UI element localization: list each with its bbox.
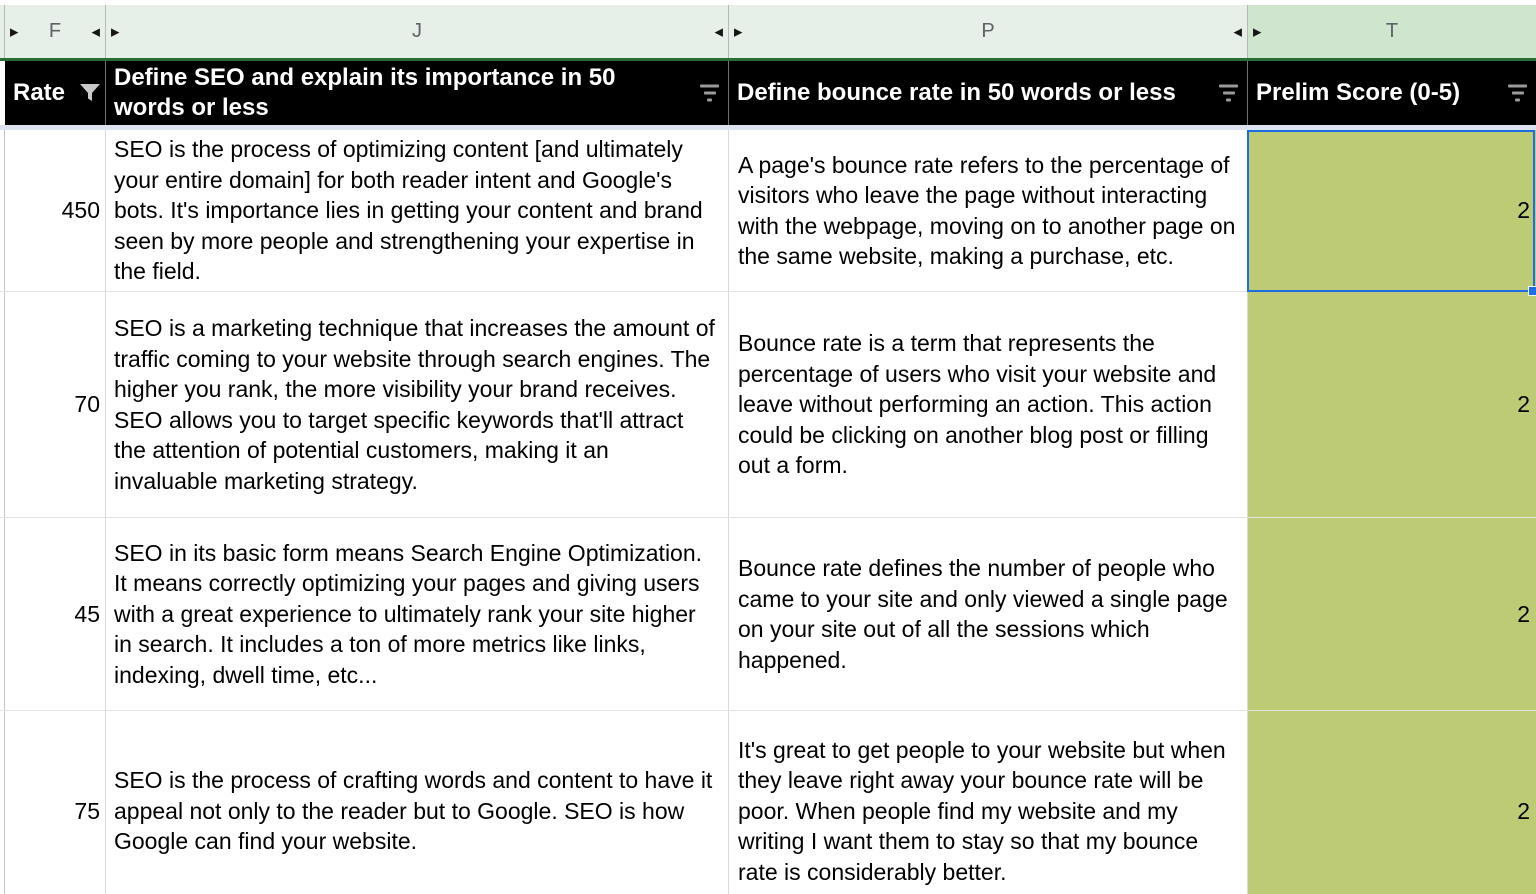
cell-prelim-score[interactable] — [1248, 130, 1536, 291]
prelim-score-label: Prelim Score (0-5) — [1256, 79, 1461, 106]
cell-rate[interactable] — [5, 292, 106, 517]
column-letter: P — [981, 20, 995, 42]
cell-bounce-answer[interactable] — [729, 130, 1248, 291]
bounce-answer-text: Bounce rate is a term that represents the percentage of users who visit your website and leave without performing an action. This action could be clicking on another blog post or filling out a form. — [738, 330, 1217, 479]
rate-value: 450 — [61, 197, 100, 224]
cell-bounce-answer[interactable] — [729, 518, 1248, 710]
cell-seo-answer[interactable] — [106, 518, 729, 710]
hidden-columns-arrow-icon[interactable]: ▶ — [111, 25, 120, 38]
cell-seo-answer[interactable] — [106, 711, 729, 894]
seo-answer-text: SEO is the process of optimizing content [and ultimately your entire domain] for both reader intent and Google's bots. It's importance lies in getting your content and brand seen by more people and strengthening your expertise in the field. — [114, 136, 703, 285]
score-value: 2 — [1517, 797, 1530, 824]
header-cell-bounce-question[interactable] — [729, 61, 1248, 125]
hidden-columns-arrow-icon[interactable]: ◀ — [714, 25, 723, 38]
fill-handle[interactable] — [1528, 286, 1536, 296]
hidden-columns-arrow-icon[interactable]: ▶ — [734, 25, 743, 38]
seo-answer-text: SEO in its basic form means Search Engine Optimization. It means correctly optimizing your pages and giving users with a great experience to ultimately rank your site higher in search. It includes a ton of more metrics like links, indexing, dwell time, etc... — [114, 539, 703, 688]
column-header-j[interactable] — [106, 5, 729, 58]
cell-rate[interactable] — [5, 711, 106, 894]
header-cell-seo-question[interactable] — [106, 61, 729, 125]
seo-answer-text: SEO is the process of crafting words and content to have it appeal not only to the reader but to Google. SEO is how Google can find your website. — [114, 767, 713, 855]
hidden-columns-arrow-icon[interactable]: ▶ — [1253, 25, 1262, 38]
score-value: 2 — [1517, 600, 1530, 627]
hidden-columns-arrow-icon[interactable]: ▶ — [10, 25, 19, 38]
table-row — [0, 292, 1536, 518]
cell-bounce-answer[interactable] — [729, 292, 1248, 517]
cell-rate[interactable] — [5, 518, 106, 710]
seo-answer-text: SEO is a marketing technique that increases the amount of traffic coming to your website through search engines. The higher you rank, the more visibility your brand receives. SEO allows you to target specific keywords that'll attract the attention of potential customers, making it an invaluable marketing strategy. — [114, 315, 715, 494]
rate-value: 70 — [74, 391, 100, 418]
bounce-answer-text: Bounce rate defines the number of people who came to your site and only viewed a single page on your site out of all the sessions which happened. — [738, 555, 1228, 673]
bounce-answer-text: A page's bounce rate refers to the percentage of visitors who leave the page without interacting with the webpage, moving on to another page on the same website, making a purchase, etc. — [738, 151, 1236, 269]
bounce-question-label: Define bounce rate in 50 words or less — [737, 79, 1176, 106]
filter-lines-icon[interactable] — [700, 85, 719, 102]
column-header-p[interactable] — [729, 5, 1248, 58]
cell-seo-answer[interactable] — [106, 130, 729, 291]
hidden-columns-arrow-icon[interactable]: ◀ — [1233, 25, 1242, 38]
bounce-answer-text: It's great to get people to your website but when they leave right away your bounce rate will be poor. When people find my website and my writing I want them to stay so that my bounce rate is considerably better. — [738, 736, 1226, 885]
seo-question-label: Define SEO and explain its importance in 50 words or less — [114, 64, 616, 121]
cell-prelim-score[interactable] — [1248, 711, 1536, 894]
rate-value: 75 — [74, 797, 100, 824]
cell-prelim-score[interactable] — [1248, 518, 1536, 710]
score-value: 2 — [1517, 197, 1530, 224]
filter-lines-icon[interactable] — [1508, 85, 1527, 102]
column-letter: J — [412, 20, 422, 42]
filter-funnel-icon[interactable] — [79, 83, 101, 103]
score-value: 2 — [1517, 391, 1530, 418]
header-cell-rate[interactable] — [5, 61, 106, 125]
filter-lines-icon[interactable] — [1219, 85, 1238, 102]
table-row — [0, 711, 1536, 894]
cell-bounce-answer[interactable] — [729, 711, 1248, 894]
cell-prelim-score[interactable] — [1248, 292, 1536, 517]
table-row — [0, 130, 1536, 292]
table-header-row — [0, 61, 1536, 125]
column-header-t-selected[interactable] — [1248, 5, 1536, 58]
table-row — [0, 518, 1536, 711]
rate-value: 45 — [74, 600, 100, 627]
cell-seo-answer[interactable] — [106, 292, 729, 517]
header-cell-prelim-score[interactable] — [1248, 61, 1536, 125]
cell-rate[interactable] — [5, 130, 106, 291]
rate-header-label: Rate — [13, 79, 66, 106]
column-letter-strip — [0, 5, 1536, 58]
column-letter: T — [1385, 20, 1399, 42]
hidden-columns-arrow-icon[interactable]: ◀ — [91, 25, 100, 38]
column-letter: F — [48, 20, 62, 42]
column-header-f[interactable] — [5, 5, 106, 58]
